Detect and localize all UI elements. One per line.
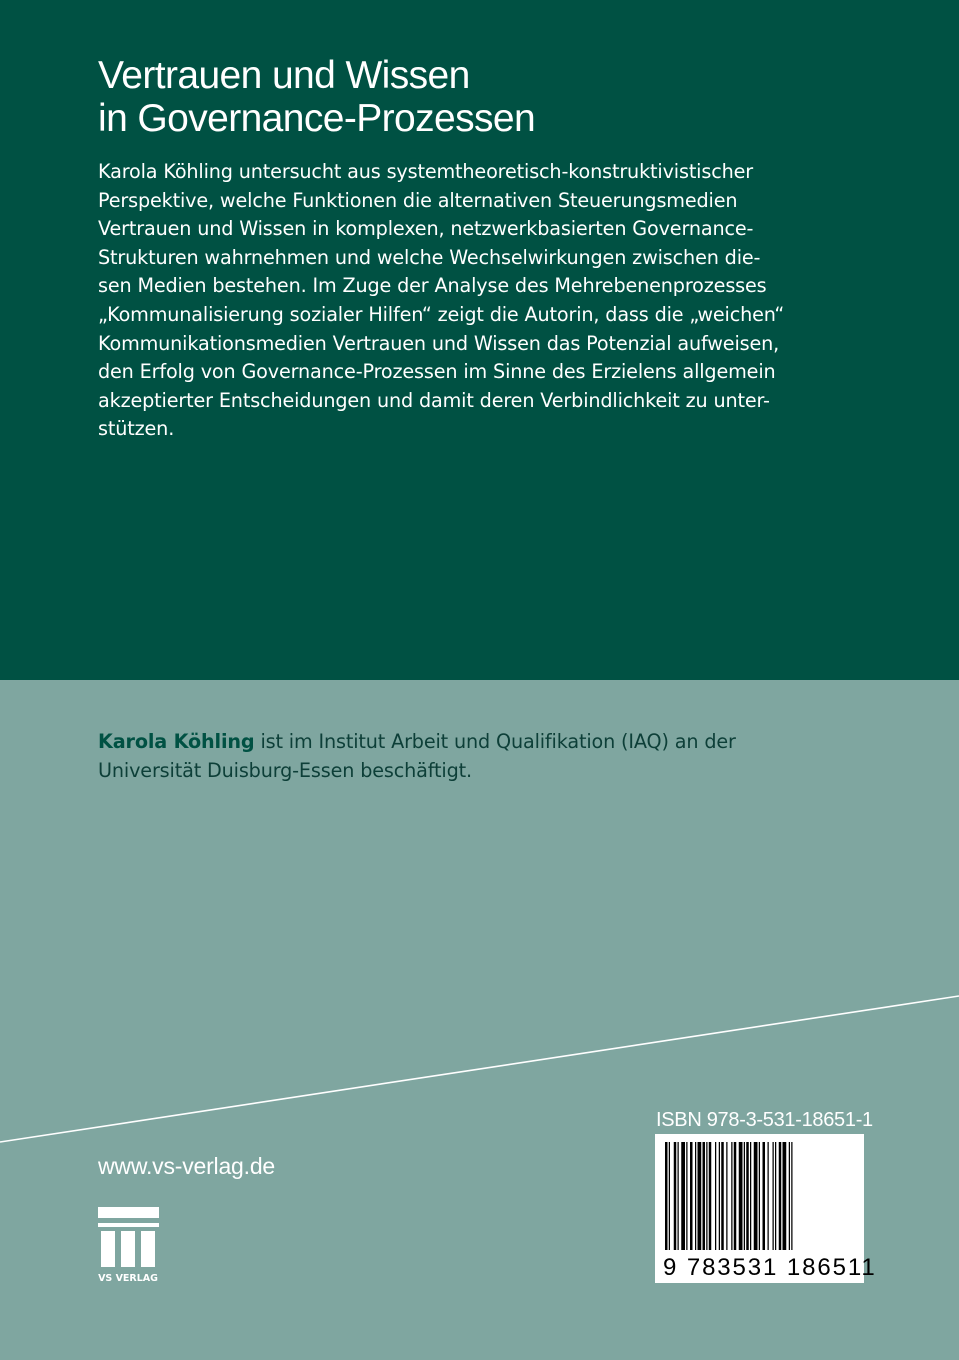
logo-text: VS VERLAG <box>98 1273 158 1284</box>
blurb-line: Strukturen wahrnehmen und welche Wechselwirkungen zwischen die- <box>98 245 761 269</box>
blurb-line: Vertrauen und Wissen in komplexen, netzwerkbasierten Governance- <box>98 217 754 241</box>
barcode-bar <box>783 1142 787 1250</box>
blurb-line: akzeptierter Entscheidungen und damit deren Verbindlichkeit zu unter- <box>98 388 770 412</box>
barcode-bar <box>674 1142 677 1250</box>
barcode-bar <box>789 1142 790 1250</box>
barcode-bar <box>754 1142 758 1250</box>
barcode-bar <box>750 1142 751 1250</box>
barcode-bar <box>690 1142 693 1250</box>
barcode-bar <box>775 1142 776 1250</box>
barcode-bar <box>791 1142 792 1250</box>
barcode-bar <box>731 1142 732 1250</box>
blurb-line: Kommunikationsmedien Vertrauen und Wissen das Potenzial aufweisen, <box>98 331 780 355</box>
barcode-bar <box>773 1142 774 1250</box>
barcode-bar <box>746 1142 749 1250</box>
barcode-bar <box>698 1142 702 1250</box>
book-blurb <box>98 158 858 444</box>
barcode-bar <box>739 1142 743 1250</box>
blurb-line: Perspektive, welche Funktionen die alternativen Steuerungsmedien <box>98 188 738 212</box>
barcode-bar <box>686 1142 687 1250</box>
barcode-bar <box>681 1142 685 1250</box>
bio-text: ist im Institut Arbeit und Qualifikation (IAQ) an der <box>254 730 736 753</box>
blurb-line: Karola Köhling untersucht aus systemtheoretisch-konstruktivistischer <box>98 160 754 183</box>
author-bio <box>98 727 858 785</box>
barcode-bar <box>763 1142 766 1250</box>
barcode-bar <box>678 1142 679 1250</box>
barcode <box>655 1134 877 1283</box>
barcode-bar <box>709 1142 712 1250</box>
barcode-bar <box>665 1142 668 1250</box>
blurb-line: stützen. <box>98 417 175 441</box>
barcode-bar <box>744 1142 745 1250</box>
book-title <box>98 54 878 140</box>
barcode-bar <box>726 1142 727 1250</box>
barcode-bar <box>719 1142 720 1250</box>
isbn-label: ISBN 978-3-531-18651-1 <box>656 1109 873 1131</box>
barcode-bar <box>706 1142 707 1250</box>
barcode-bar <box>669 1142 670 1250</box>
blurb-line: den Erfolg von Governance-Prozessen im Sinne des Erzielens allgemein <box>98 360 776 384</box>
barcode-bar <box>695 1142 696 1250</box>
barcode-bar <box>768 1142 769 1250</box>
barcode-bar <box>759 1142 760 1250</box>
barcode-bar <box>721 1142 724 1250</box>
barcode-bar <box>734 1142 737 1250</box>
author-name: Karola Köhling <box>98 730 255 753</box>
barcode-digits: 9 783531 186511 <box>663 1254 877 1281</box>
publisher-website[interactable]: www.vs-verlag.de <box>98 1153 276 1179</box>
vs-verlag-logo-icon <box>98 1207 160 1285</box>
barcode-bar <box>715 1142 716 1250</box>
bio-line: Universität Duisburg-Essen beschäftigt. <box>98 759 472 782</box>
barcode-bar <box>703 1142 706 1250</box>
bio-line <box>98 727 858 756</box>
blurb-line: „Kommunalisierung sozialer Hilfen“ zeigt die Autorin, dass die „weichen“ <box>98 302 785 326</box>
title-line: in Governance-Prozessen <box>98 97 536 140</box>
barcode-bar <box>779 1142 782 1250</box>
blurb-line: sen Medien bestehen. Im Zuge der Analyse des Mehrebenenprozesses <box>98 274 767 298</box>
title-line: Vertrauen und Wissen <box>98 54 470 97</box>
